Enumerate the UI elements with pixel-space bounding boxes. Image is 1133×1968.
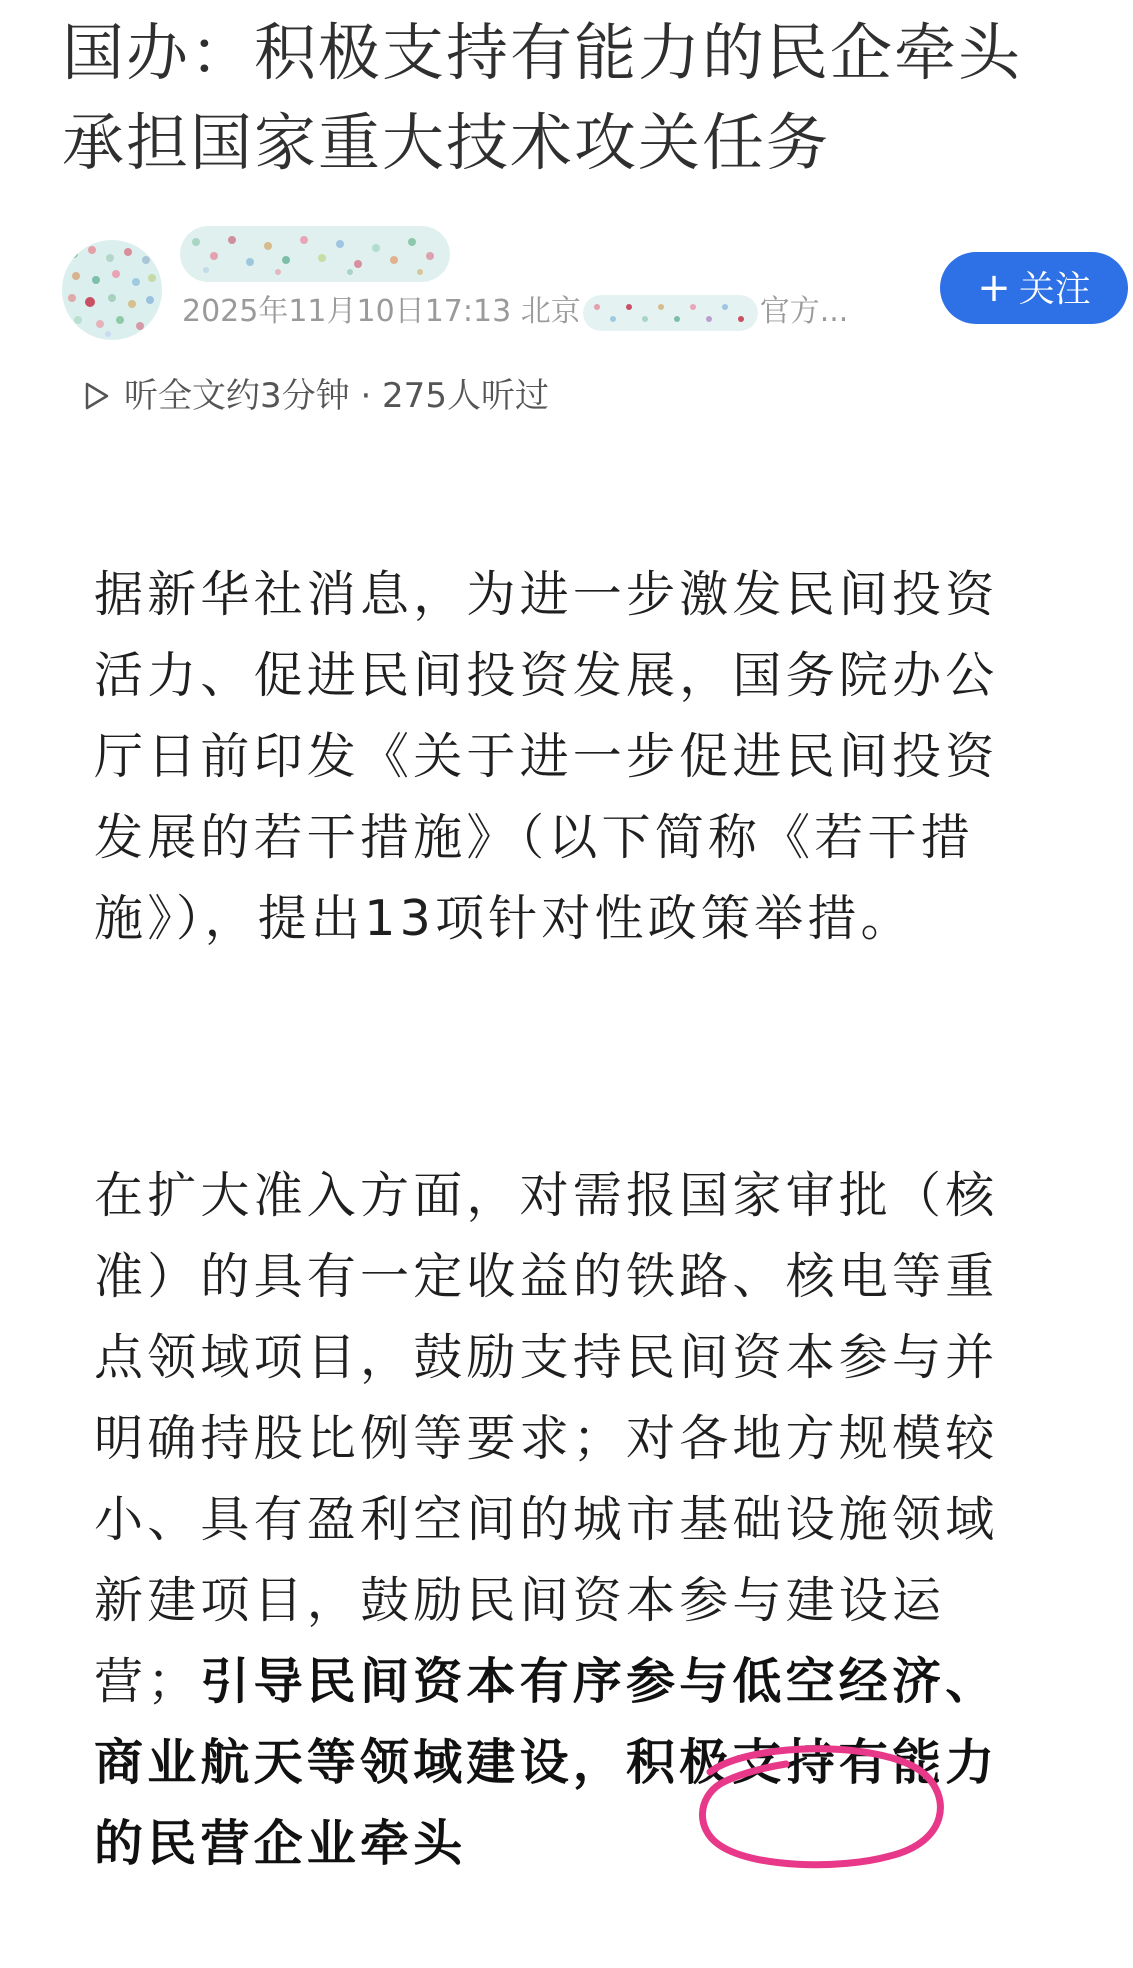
paragraph-2-bold-text: 引导民间资本有序参与低空经济、商业航天等领域建设，积极支持有能力的民营企业牵头 xyxy=(94,1653,999,1872)
source-name-redacted xyxy=(583,295,758,331)
play-icon xyxy=(84,381,110,411)
author-name-redacted[interactable] xyxy=(180,226,450,282)
article-title xyxy=(62,8,1062,188)
article-title-line-2: 承担国家重大技术攻关任务 xyxy=(62,106,831,179)
article-paragraph-1: 据新华社消息，为进一步激发民间投资活力、促进民间投资发展，国务院办公厅日前印发《关于进一步促进民间投资发展的若干措施》（以下简称《若干措施》），提出13项针对性政策举措。 xyxy=(94,566,999,947)
plus-icon: + xyxy=(977,265,1011,311)
listen-text: 听全文约3分钟 · 275人听过 xyxy=(124,376,549,416)
publish-time: 2025年11月10日17:13 xyxy=(182,294,512,329)
article-meta xyxy=(182,292,848,332)
source-suffix: 官方... xyxy=(759,294,849,329)
bottom-edge xyxy=(0,1958,1133,1968)
article-title-line-1: 国办：积极支持有能力的民企牵头 xyxy=(62,16,1023,89)
author-row xyxy=(62,222,1091,342)
follow-button[interactable] xyxy=(940,252,1128,324)
author-avatar[interactable] xyxy=(62,240,162,340)
listen-full-article[interactable] xyxy=(84,372,549,420)
follow-label: 关注 xyxy=(1018,269,1091,310)
article-paragraph-2 xyxy=(94,1155,1044,1884)
publish-location: 北京 xyxy=(520,294,581,329)
paragraph-2-text: 在扩大准入方面，对需报国家审批（核准）的具有一定收益的铁路、核电等重点领域项目，鼓励支持民间资本参与并明确持股比例等要求；对各地方规模较小、具有盈利空间的城市基础设施领域新建项目，鼓励民间资本参与建设运营； xyxy=(94,1167,999,1710)
